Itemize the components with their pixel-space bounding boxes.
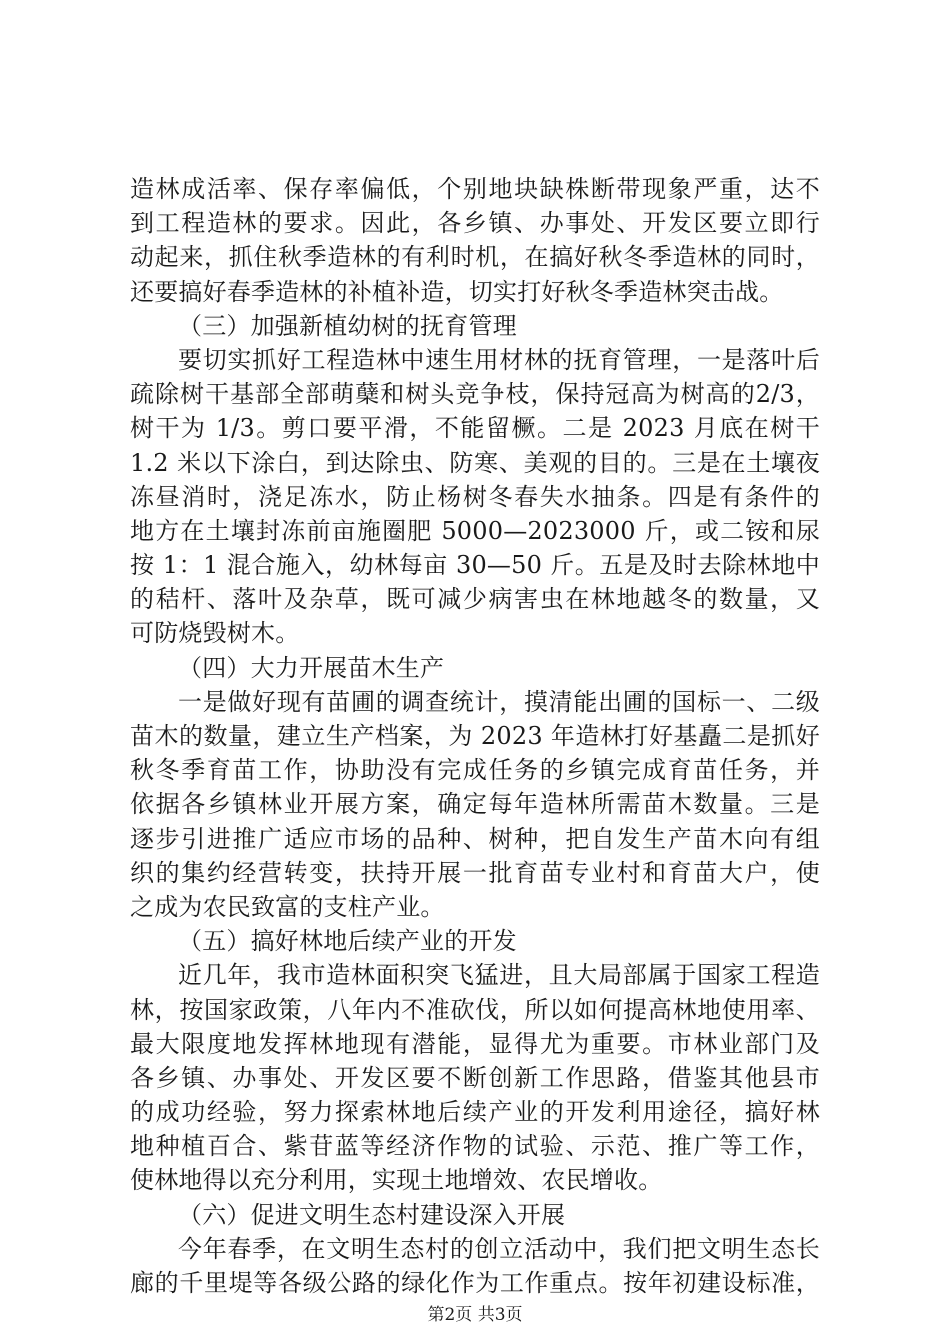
text-line: 地方在土壤封冻前亩施圈肥 5000—2023000 斤，或二铵和尿 [130, 516, 820, 545]
text-line: 廊的千里堤等各级公路的绿化作为工作重点。按年初建设标准， [130, 1269, 820, 1297]
paragraph-first-line: 今年春季，在文明生态村的创立活动中，我们把文明生态长 [178, 1234, 820, 1263]
text-line: 可防烧毁树木。 [130, 619, 300, 648]
text-line: 造林成活率、保存率偏低，个别地块缺株断带现象严重，达不 [130, 175, 820, 203]
text-line: 苗木的数量，建立生产档案，为 2023 年造林打好基矗二是抓好 [130, 722, 820, 750]
text-line: 秋冬季育苗工作，协助没有完成任务的乡镇完成育苗任务，并 [130, 756, 820, 785]
text-line: 之成为农民致富的支柱产业。 [130, 892, 445, 921]
text-line: 还要搞好春季造林的补植补造，切实打好秋冬季造林突击战。 [130, 277, 784, 306]
text-line: 使林地得以充分利用，实现土地增效、农民增收。 [130, 1166, 663, 1195]
text-line: 到工程造林的要求。因此，各乡镇、办事处、开发区要立即行 [130, 209, 820, 238]
section-heading-3: （三）加强新植幼树的抚育管理 [178, 311, 517, 340]
text-line: 1.2 米以下涂白，到达除虫、防寒、美观的目的。三是在土壤夜 [130, 448, 820, 477]
text-line: 最大限度地发挥林地现有潜能，显得尤为重要。市林业部门及 [130, 1029, 820, 1058]
page-footer [0, 1300, 950, 1325]
paragraph-first-line: 要切实抓好工程造林中速生用材林的抚育管理，一是落叶后 [178, 345, 820, 374]
paragraph-first-line: 近几年，我市造林面积突飞猛进，且大局部属于国家工程造 [178, 961, 820, 990]
section-heading-4: （四）大力开展苗木生产 [178, 653, 445, 682]
text-line: 的成功经验，努力探索林地后续产业的开发利用途径，搞好林 [130, 1098, 820, 1127]
text-line: 动起来，抓住秋季造林的有利时机，在搞好秋冬季造林的同时， [130, 243, 820, 272]
text-line: 织的集约经营转变，扶持开展一批育苗专业村和育苗大户，使 [130, 858, 820, 887]
paragraph-first-line: 一是做好现有苗圃的调查统计，摸清能出圃的国标一、二级 [178, 687, 820, 716]
text-line: 逐步引进推广适应市场的品种、树种，把自发生产苗木向有组 [130, 824, 820, 853]
text-line: 树干为 1/3。剪口要平滑，不能留橛。二是 2023 月底在树干 [130, 414, 820, 443]
text-line: 的秸杆、落叶及杂草，既可减少病害虫在林地越冬的数量，又 [130, 585, 820, 614]
section-heading-6: （六）促进文明生态村建设深入开展 [178, 1200, 566, 1229]
text-line: 按 1：1 混合施入，幼林每亩 30—50 斤。五是及时去除林地中 [130, 551, 820, 580]
section-heading-5: （五）搞好林地后续产业的开发 [178, 927, 517, 956]
text-line: 疏除树干基部全部萌蘖和树头竞争枝，保持冠高为树高的2/3， [130, 380, 820, 409]
body-text [130, 172, 820, 1300]
page-number: 第2页 共3页 [427, 1305, 523, 1325]
text-line: 冻昼消时，浇足冻水，防止杨树冬春失水抽条。四是有条件的 [130, 482, 820, 511]
text-line: 林，按国家政策，八年内不准砍伐，所以如何提高林地使用率、 [130, 995, 820, 1024]
text-line: 依据各乡镇林业开展方案，确定每年造林所需苗木数量。三是 [130, 790, 820, 819]
text-line: 地种植百合、紫苷蓝等经济作物的试验、示范、推广等工作， [130, 1132, 820, 1161]
text-line: 各乡镇、办事处、开发区要不断创新工作思路，借鉴其他县市 [130, 1063, 820, 1092]
